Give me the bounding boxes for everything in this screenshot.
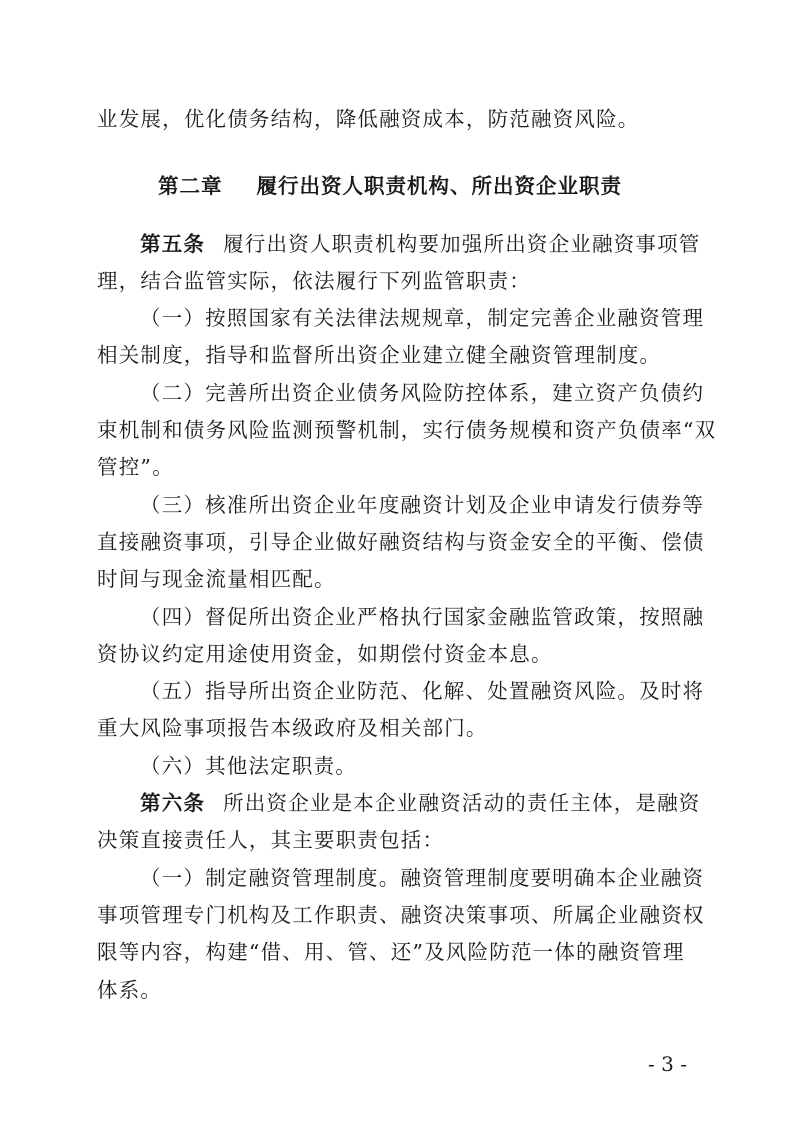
paragraph-line: 时间与现金流量相匹配。 bbox=[97, 567, 336, 591]
chapter-number: 第二章 bbox=[158, 174, 223, 198]
article-5-text: 履行出资人职责机构要加强所出资企业融资事项管 bbox=[223, 232, 701, 256]
article-6-first-line bbox=[140, 789, 701, 817]
paragraph-line: 相关制度，指导和监督所出资企业建立健全融资管理制度。 bbox=[97, 343, 662, 367]
paragraph-line: 业发展，优化债务结构，降低融资成本，防范融资风险。 bbox=[97, 107, 640, 131]
paragraph-line: （一）按照国家有关法律法规规章，制定完善企业融资管理 bbox=[140, 306, 705, 330]
paragraph-line: 资协议约定用途使用资金，如期偿付资金本息。 bbox=[97, 642, 553, 666]
paragraph-line: 事项管理专门机构及工作职责、融资决策事项、所属企业融资权 bbox=[97, 903, 705, 927]
article-5-first-line bbox=[140, 230, 701, 258]
paragraph-line: （五）指导所出资企业防范、化解、处置融资风险。及时将 bbox=[140, 679, 705, 703]
paragraph-line: 管控”。 bbox=[97, 455, 174, 479]
chapter-heading bbox=[158, 172, 622, 200]
chapter-title: 履行出资人职责机构、所出资企业职责 bbox=[256, 174, 622, 198]
paragraph-line: （六）其他法定职责。 bbox=[140, 754, 357, 778]
paragraph-line: （三）核准所出资企业年度融资计划及企业申请发行债券等 bbox=[140, 493, 705, 517]
page-number: - 3 - bbox=[648, 1052, 687, 1076]
paragraph-line: 限等内容，构建“借、用、管、还”及风险防范一体的融资管理 bbox=[97, 940, 685, 964]
paragraph-line: 束机制和债务风险监测预警机制，实行债务规模和资产负债率“双 bbox=[97, 418, 717, 442]
paragraph-line: 重大风险事项报告本级政府及相关部门。 bbox=[97, 716, 488, 740]
article-5-label: 第五条 bbox=[140, 232, 206, 256]
paragraph-line: 直接融资事项，引导企业做好融资结构与资金安全的平衡、偿债 bbox=[97, 530, 705, 554]
paragraph-line: （一）制定融资管理制度。融资管理制度要明确本企业融资 bbox=[140, 866, 705, 890]
article-6-label: 第六条 bbox=[140, 791, 206, 815]
paragraph-line: 决策直接责任人，其主要职责包括： bbox=[97, 828, 445, 852]
paragraph-line: （四）督促所出资企业严格执行国家金融监管政策，按照融 bbox=[140, 605, 705, 629]
article-6-text: 所出资企业是本企业融资活动的责任主体，是融资 bbox=[223, 791, 701, 815]
paragraph-line: 体系。 bbox=[97, 978, 163, 1002]
paragraph-line: 理，结合监管实际，依法履行下列监管职责： bbox=[97, 269, 531, 293]
paragraph-line: （二）完善所出资企业债务风险防控体系，建立资产负债约 bbox=[140, 381, 705, 405]
